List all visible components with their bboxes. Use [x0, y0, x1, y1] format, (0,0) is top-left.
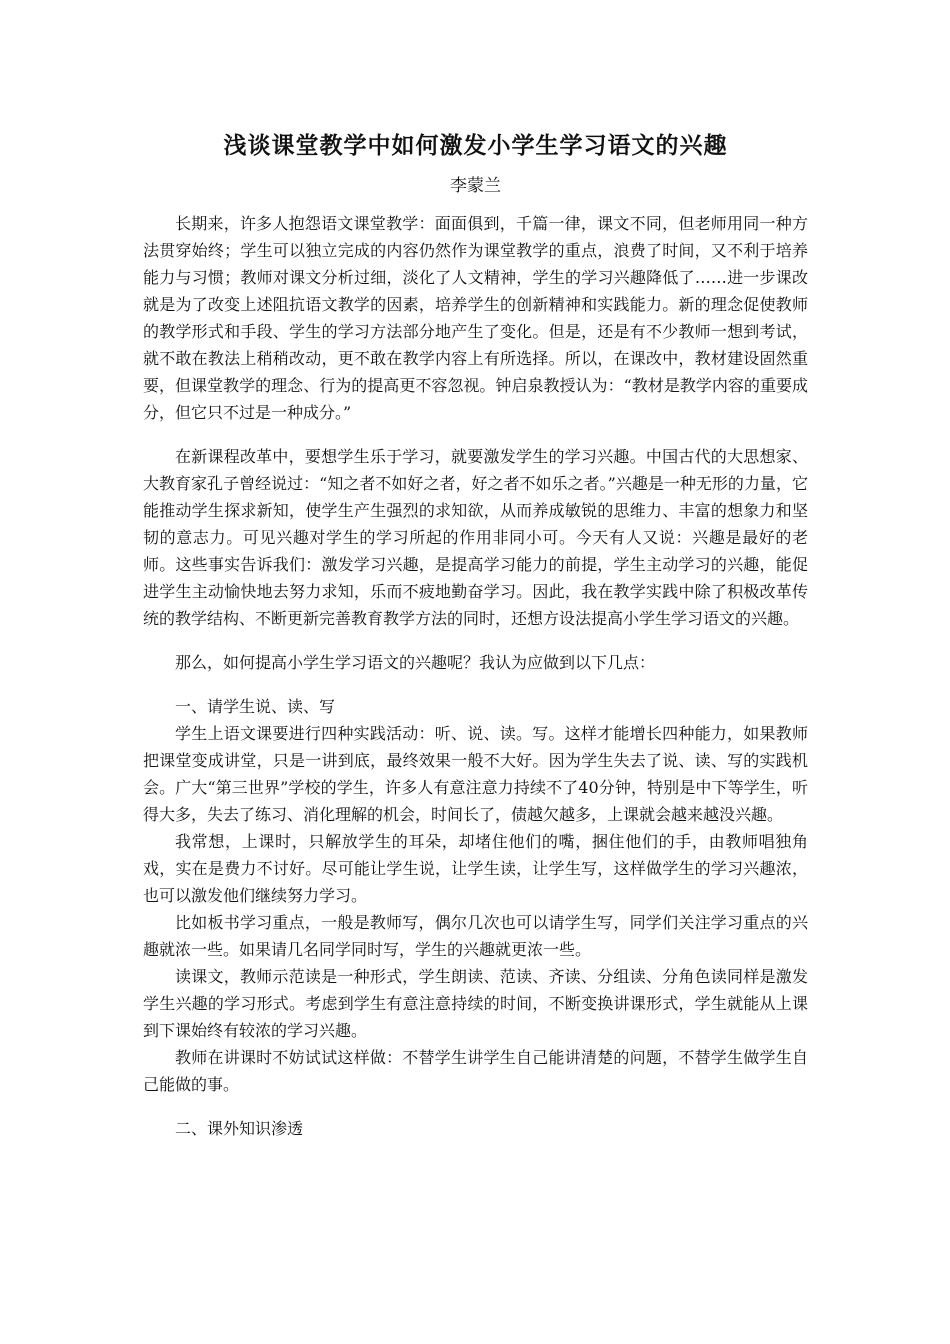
paragraph: 在新课程改革中，要想学生乐于学习，就要激发学生的学习兴趣。中国古代的大思想家、大教育家孔子曾经说过：“知之者不如好之者，好之者不如乐之者。”兴趣是一种无形的力量，它能推动学生探求新知，使学生产生强烈的求知欲，从而养成敏锐的思维力、丰富的想象力和坚韧的意志力。可见兴趣对学生的学习所起的作用非同小可。今天有人又说：兴趣是最好的老师。这些事实告诉我们：激发学习兴趣，是提高学习能力的前提，学生主动学习的兴趣，能促进学生主动愉快地去努力求知，乐而不疲地勤奋学习。因此，我在教学实践中除了积极改革传统的教学结构、不断更新完善教育教学方法的同时，还想方设法提高小学生学习语文的兴趣。 — [143, 447, 808, 628]
paragraph: 那么，如何提高小学生学习语文的兴趣呢？我认为应做到以下几点： — [175, 653, 656, 672]
section-heading: 一、请学生说、读、写 — [175, 697, 336, 716]
paragraph: 长期来，许多人抱怨语文课堂教学：面面俱到，千篇一律，课文不同，但老师用同一种方法贯穿始终；学生可以独立完成的内容仍然作为课堂教学的重点，浪费了时间，又不利于培养能力与习惯；教师对课文分析过细，淡化了人文精神，学生的学习兴趣降低了……进一步课改就是为了改变上述阻抗语文教学的因素，培养学生的创新精神和实践能力。新的理念促使教师的教学形式和手段、学生的学习方法部分地产生了变化。但是，还是有不少教师一想到考试，就不敢在教法上稍稍改动，更不敢在教学内容上有所选择。所以，在课改中，教材建设固然重要，但课堂教学的理念、行为的提高更不容忽视。钟启泉教授认为：“教材是教学内容的重要成分，但它只不过是一种成分。” — [143, 214, 808, 422]
paragraph: 我常想，上课时，只解放学生的耳朵，却堵住他们的嘴，捆住他们的手，由教师唱独角戏，实在是费力不讨好。尽可能让学生说，让学生读，让学生写，这样做学生的学习兴趣浓，也可以激发他们继续努力学习。 — [143, 832, 808, 905]
paragraph: 教师在讲课时不妨试试这样做：不替学生讲学生自己能讲清楚的问题，不替学生做学生自己能做的事。 — [143, 1048, 808, 1094]
author-name: 李蒙兰 — [450, 176, 501, 196]
paragraph: 学生上语文课要进行四种实践活动：听、说、读。写。这样才能增长四种能力，如果教师把课堂变成讲堂，只是一讲到底，最终效果一般不大好。因为学生失去了说、读、写的实践机会。广大“第三世界”学校的学生，许多人有意注意力持续不了40分钟，特别是中下等学生，听得大多，失去了练习、消化理解的机会，时间长了，债越欠越多，上课就会越来越没兴趣。 — [143, 724, 808, 824]
document-title: 浅谈课堂教学中如何激发小学生学习语文的兴趣 — [223, 133, 728, 159]
section-heading: 二、课外知识渗透 — [175, 1119, 304, 1138]
paragraph: 读课文，教师示范读是一种形式，学生朗读、范读、齐读、分组读、分角色读同样是激发学生兴趣的学习形式。考虑到学生有意注意持续的时间，不断变换讲课形式，学生就能从上课到下课始终有较浓的学习兴趣。 — [143, 967, 808, 1040]
paragraph: 比如板书学习重点，一般是教师写，偶尔几次也可以请学生写，同学们关注学习重点的兴趣就浓一些。如果请几名同学同时写，学生的兴趣就更浓一些。 — [143, 913, 808, 959]
document-body — [143, 210, 808, 1142]
